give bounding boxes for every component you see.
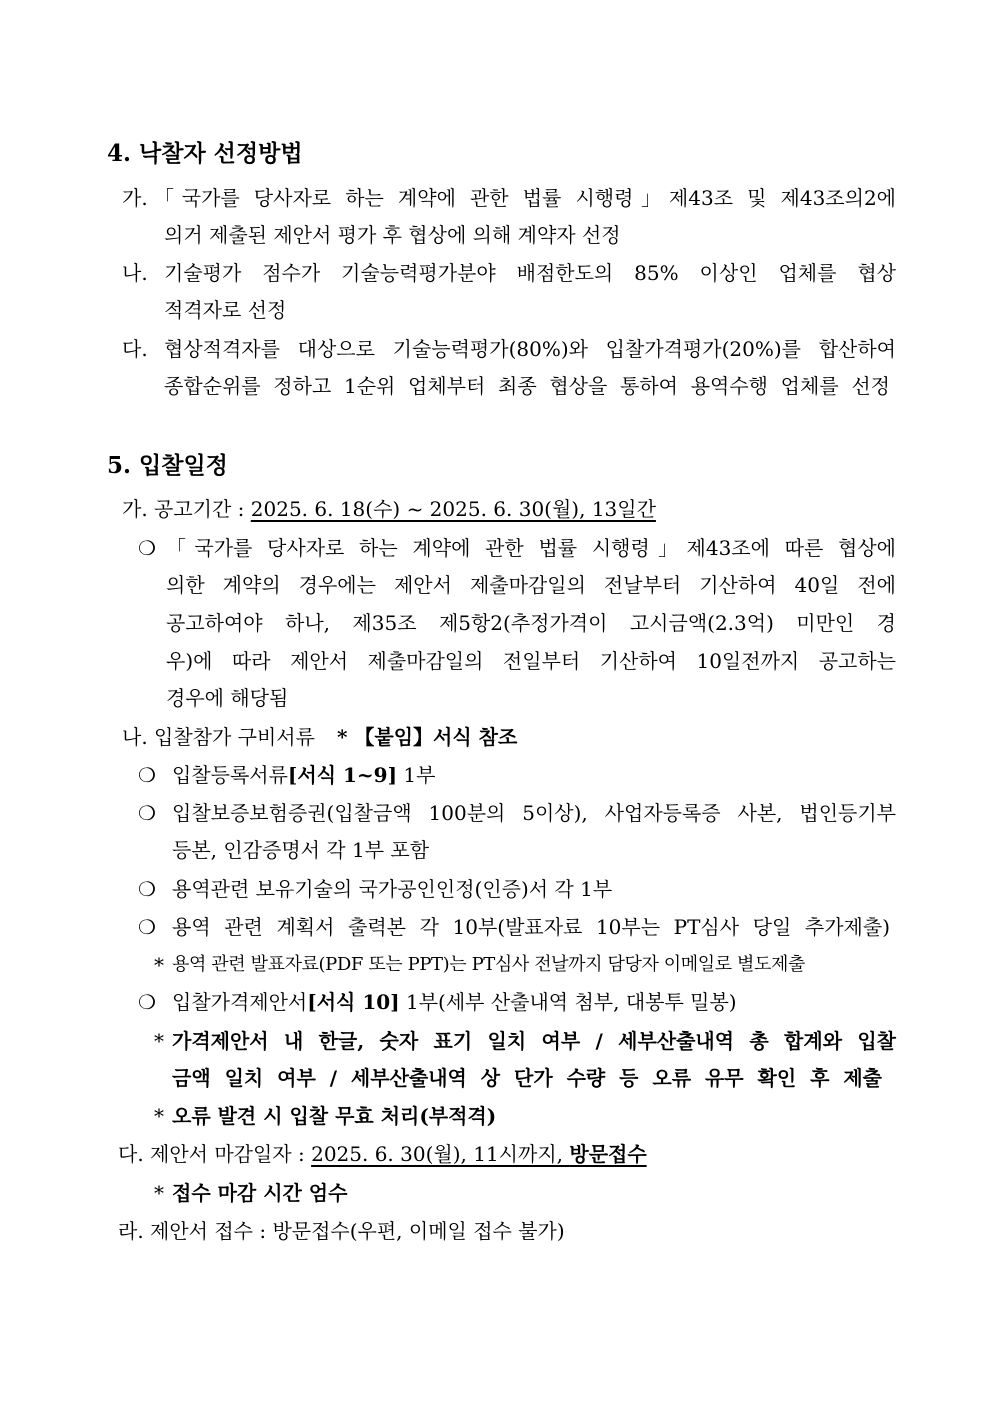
circle-bullet-icon: ❍	[138, 801, 156, 825]
note-line5: 경우에 해당됨	[166, 686, 289, 710]
deadline-note: 접수 마감 시간 엄수	[172, 1181, 348, 1205]
section-4-title: 4. 낙찰자 선정방법	[107, 140, 303, 167]
section-4-ga-label: 가.	[122, 186, 148, 210]
section-5-da	[118, 1141, 647, 1167]
announcement-period: 2025. 6. 18(수) ~ 2025. 6. 30(월), 13일간	[250, 497, 656, 521]
section-5-ga	[122, 496, 656, 522]
doc-item-4: 용역 관련 계획서 출력본 각 10부(발표자료 10부는 PT심사 당일 추가제출)	[172, 915, 890, 939]
doc5-tail: 1부(세부 산출내역 첨부, 대봉투 밀봉)	[399, 990, 737, 1014]
section-4-na-line2: 적격자로 선정	[164, 298, 287, 322]
star-icon: *	[154, 1181, 164, 1205]
section-4-na-label: 나.	[122, 261, 148, 285]
section-4-na-line1: 기술평가 점수가 기술능력평가분야 배점한도의 85% 이상인 업체를 협상	[164, 261, 896, 285]
circle-bullet-icon: ❍	[138, 990, 156, 1014]
section-4-da-label: 다.	[122, 337, 148, 361]
section-4-da-line2: 종합순위를 정하고 1순위 업체부터 최종 협상을 통하여 용역수행 업체를 선정	[164, 374, 890, 398]
ga-prefix: 가. 공고기간 :	[122, 497, 251, 521]
doc-item-3: 용역관련 보유기술의 국가공인인정(인증)서 각 1부	[172, 877, 613, 901]
section-4-da-line1: 협상적격자를 대상으로 기술능력평가(80%)와 입찰가격평가(20%)를 합산하여	[164, 337, 896, 361]
note-line3: 공고하여야 하나, 제35조 제5항2(추정가격이 고시금액(2.3억) 미만인 경	[166, 611, 896, 635]
doc1-tail: 1부	[397, 763, 436, 787]
warning-2: 오류 발견 시 입찰 무효 처리(부적격)	[172, 1104, 497, 1128]
doc1-form: [서식 1~9]	[287, 763, 398, 787]
doc-item-1	[172, 762, 435, 788]
doc-item-4-note: 용역 관련 발표자료(PDF 또는 PPT)는 PT심사 전날까지 담당자 이메일로 별도제출	[172, 954, 805, 975]
deadline-time: 2025. 6. 30(월), 11시까지,	[311, 1142, 570, 1166]
doc5-form: [서식 10]	[307, 990, 400, 1014]
doc1-text: 입찰등록서류	[172, 763, 288, 787]
note-line1: 「국가를 당사자로 하는 계약에 관한 법률 시행령」제43조에 따른 협상에	[166, 536, 896, 560]
circle-bullet-icon: ❍	[138, 536, 156, 560]
star-icon: *	[154, 1104, 164, 1128]
section-5-na	[122, 724, 517, 750]
circle-bullet-icon: ❍	[138, 915, 156, 939]
doc-item-2-line1: 입찰보증보험증권(입찰금액 100분의 5이상), 사업자등록증 사본, 법인등기부	[172, 801, 896, 825]
circle-bullet-icon: ❍	[138, 763, 156, 787]
da-prefix: 다. 제안서 마감일자 :	[118, 1142, 312, 1166]
star-icon: *	[154, 1029, 164, 1053]
deadline	[311, 1142, 647, 1166]
star-icon: *	[154, 953, 164, 977]
section-4-ga-line1: 「국가를 당사자로 하는 계약에 관한 법률 시행령」제43조 및 제43조의2에	[154, 186, 896, 210]
doc-item-5	[172, 989, 737, 1015]
note-line2: 의한 계약의 경우에는 제안서 제출마감일의 전날부터 기산하여 40일 전에	[166, 573, 896, 597]
section-5-ra: 라. 제안서 접수 : 방문접수(우편, 이메일 접수 불가)	[118, 1219, 565, 1243]
section-5-title: 5. 입찰일정	[107, 452, 228, 479]
note-line4: 우)에 따라 제안서 제출마감일의 전일부터 기산하여 10일전까지 공고하는	[166, 649, 896, 673]
deadline-visit: 방문접수	[569, 1142, 647, 1166]
doc5-text: 입찰가격제안서	[172, 990, 308, 1014]
doc-item-2-line2: 등본, 인감증명서 각 1부 포함	[172, 838, 430, 862]
section-4-ga-line2: 의거 제출된 제안서 평가 후 협상에 의해 계약자 선정	[164, 223, 621, 247]
warning-line2: 금액 일치 여부 / 세부산출내역 상 단가 수량 등 오류 유무 확인 후 제출	[172, 1066, 882, 1090]
attachment-ref: * 【붙임】서식 참조	[336, 725, 518, 749]
warning-line1: 가격제안서 내 한글, 숫자 표기 일치 여부 / 세부산출내역 총 합계와 입찰	[172, 1029, 896, 1053]
na-prefix: 나. 입찰참가 구비서류	[122, 725, 315, 749]
circle-bullet-icon: ❍	[138, 877, 156, 901]
